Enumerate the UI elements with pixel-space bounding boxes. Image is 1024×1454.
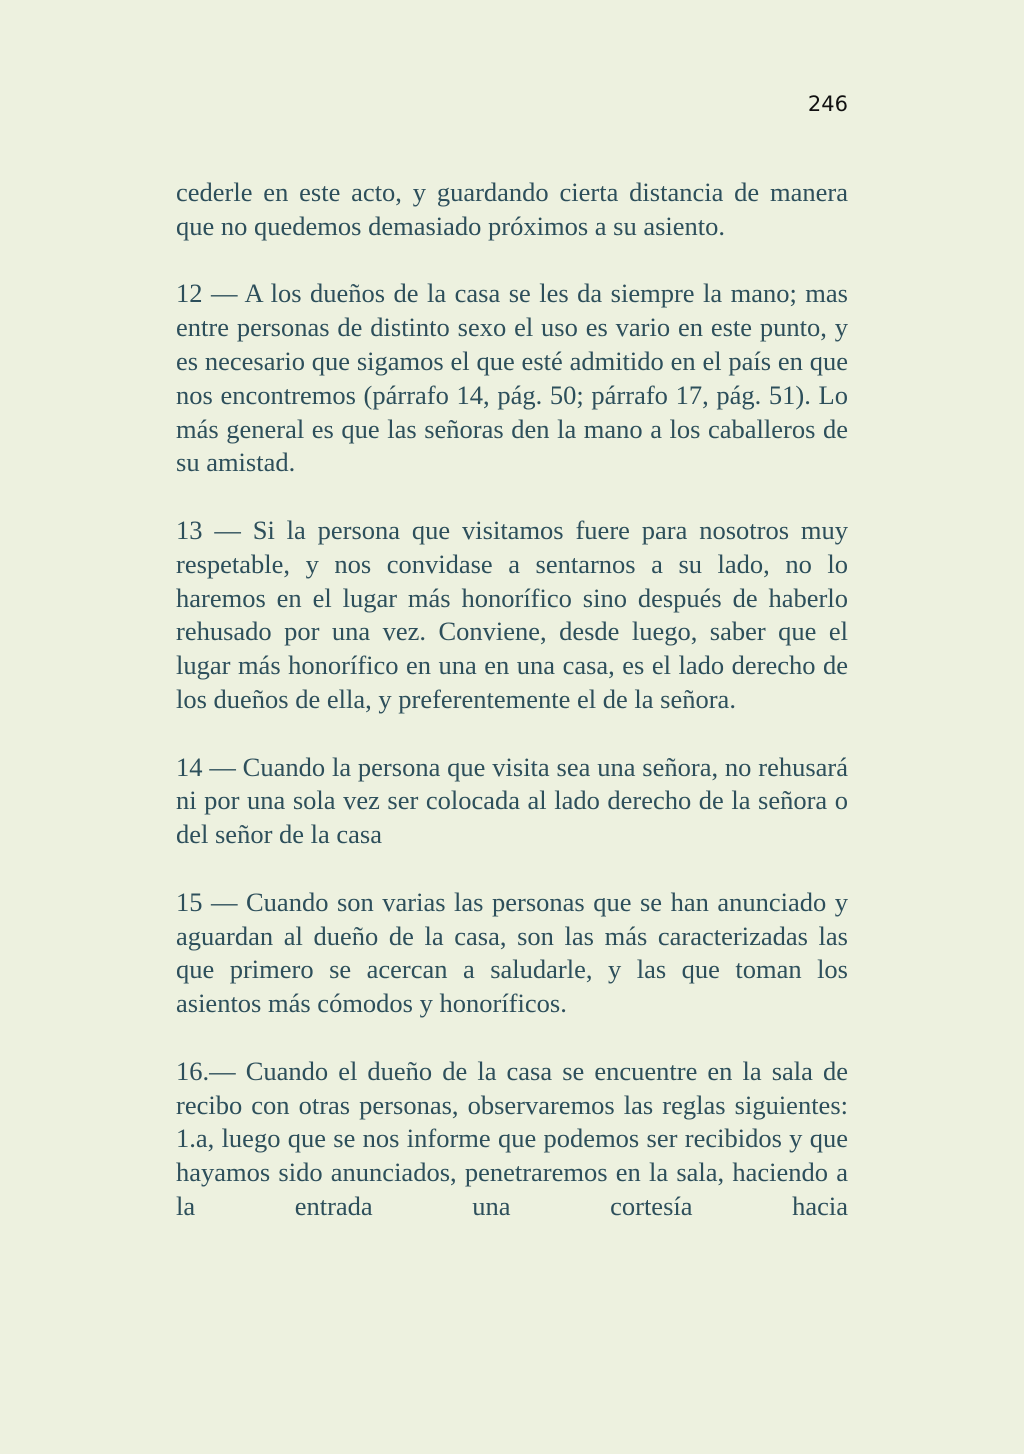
paragraph-12: 12 — A los dueños de la casa se les da siempre la mano; mas entre personas de distinto sexo el uso es vario en este punto, y es necesario que sigamos el que esté admitido en el país en que nos encontremos (párrafo 14, pág. 50; párrafo 17, pág. 51). Lo más general es que las señoras den la mano a los caballeros de su amistad. xyxy=(176,278,848,478)
page-number: 246 xyxy=(807,92,848,116)
paragraph-16: 16.— Cuando el dueño de la casa se encuentre en la sala de recibo con otras personas, observaremos las reglas siguientes: 1.a, luego que se nos informe que podemos ser recibidos y que hayamos sido anunciados, penetraremos en la sala, haciendo a la entrada una cortesía hacia xyxy=(176,1055,848,1221)
paragraph-14: 14 — Cuando la persona que visita sea una señora, no rehusará ni por una sola vez ser colocada al lado derecho de la señora o del señor de la casa xyxy=(176,751,848,850)
paragraph-13: 13 — Si la persona que visitamos fuere para nosotros muy respetable, y nos convidase a sentarnos a su lado, no lo haremos en el lugar más honorífico sino después de haberlo rehusado por una vez. Conviene, desde luego, saber que el lugar más honorífico en una en una casa, es el lado derecho de los dueños de ella, y preferentemente el de la señora. xyxy=(176,514,848,714)
paragraph-continuation: cederle en este acto, y guardando cierta distancia de manera que no quedemos demasiado próximos a su asiento. xyxy=(176,177,848,241)
paragraph-15: 15 — Cuando son varias las personas que se han anunciado y aguardan al dueño de la casa, son las más caracterizadas las que primero se acercan a saludarle, y las que toman los asientos más cómodos y honoríficos. xyxy=(176,886,848,1019)
body-text xyxy=(176,176,848,1258)
